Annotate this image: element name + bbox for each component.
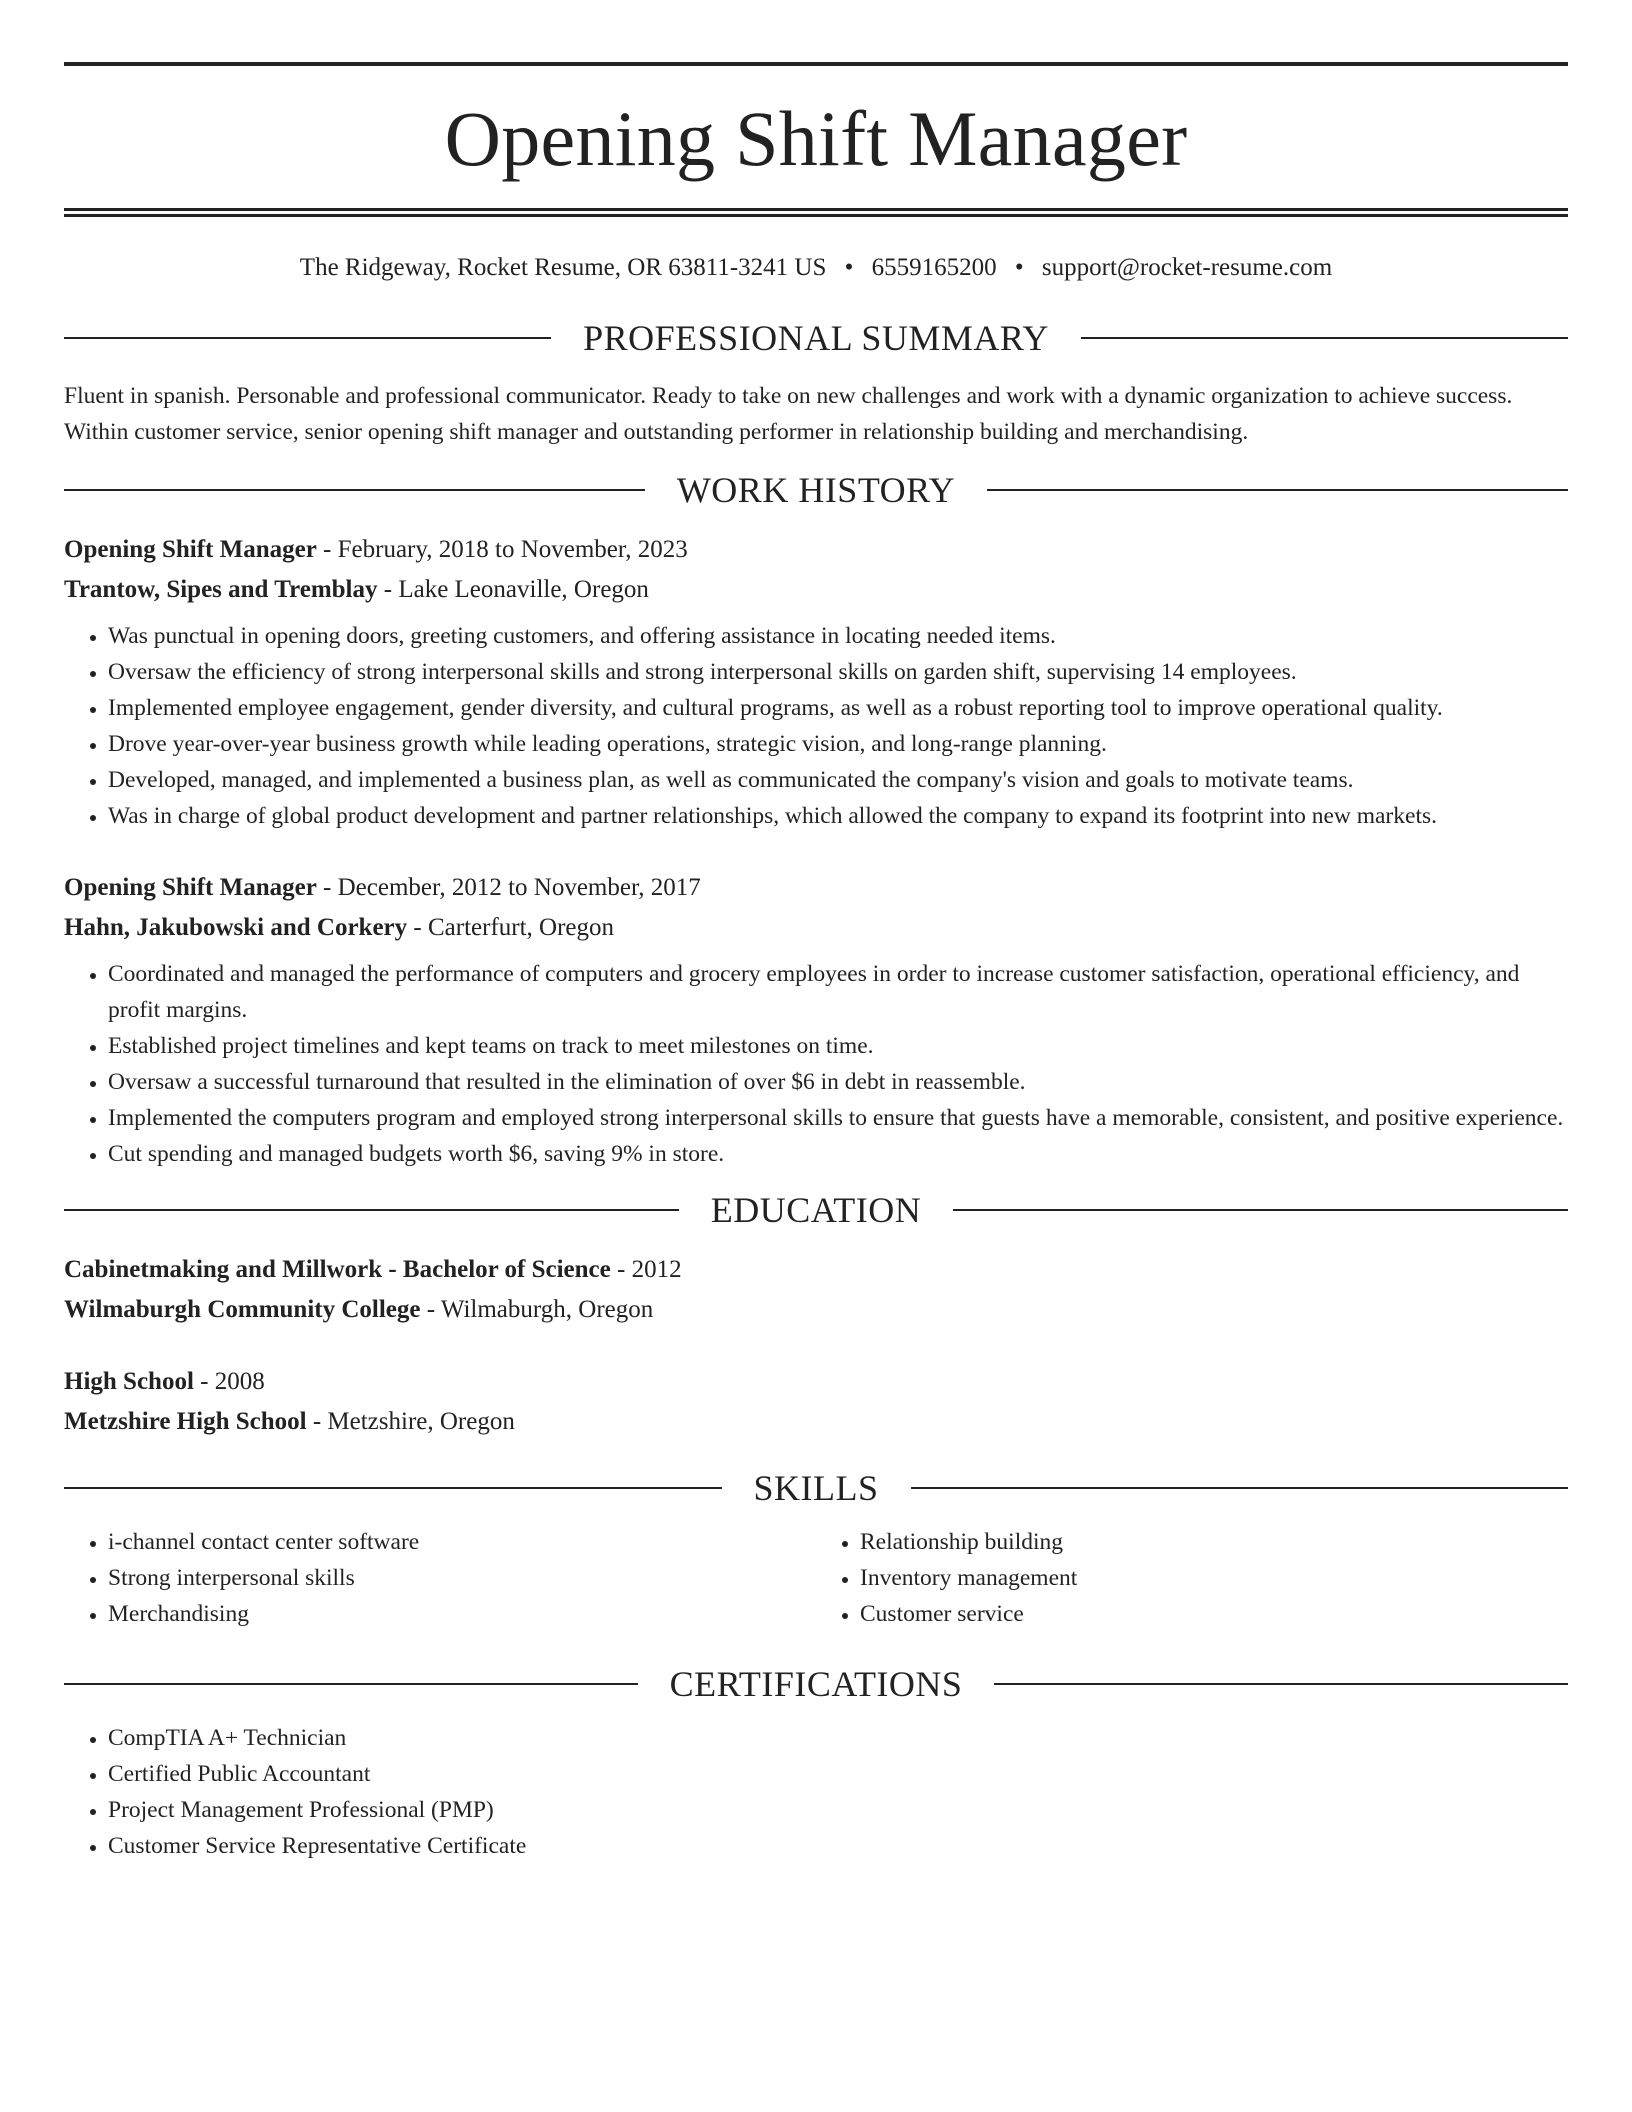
education-degree: Cabinetmaking and Millwork - Bachelor of Science [64,1256,611,1283]
education-entry [64,1362,1568,1442]
list-item: • Inventory management [860,1560,1568,1596]
job-title-row [64,530,1568,570]
education-year: - 2012 [610,1256,682,1283]
job-location: - Carterfurt, Oregon [407,914,615,941]
job-title: Opening Shift Manager [64,874,317,901]
section-rule [64,1487,722,1489]
list-item: • Was punctual in opening doors, greeting customers, and offering assistance in locating needed items. [108,618,1568,654]
job-title-row [64,868,1568,908]
job-title: Opening Shift Manager [64,536,317,563]
section-header-summary [64,320,1568,356]
section-rule [64,1683,638,1685]
contact-separator: • [1014,254,1024,281]
education-school: Metzshire High School [64,1408,307,1435]
list-item: • Was in charge of global product development and partner relationships, which allowed the company to expand its footprint into new markets. [108,798,1568,834]
list-item: • Customer Service Representative Certificate [108,1828,1568,1864]
job-entry [64,868,1568,1172]
certifications-block [64,1720,1568,1864]
education-school-row [64,1402,1568,1442]
education-location: - Metzshire, Oregon [306,1408,515,1435]
list-item: • Coordinated and managed the performance of computers and grocery employees in order to increase customer satisfaction, operational efficiency, and profit margins. [108,956,1568,1028]
section-header-education [64,1192,1568,1228]
education-degree-row [64,1250,1568,1290]
section-rule [987,489,1568,491]
job-company: Trantow, Sipes and Tremblay [64,576,378,603]
list-item: • Strong interpersonal skills [108,1560,816,1596]
education-year: - 2008 [193,1368,265,1395]
education-location: - Wilmaburgh, Oregon [420,1296,654,1323]
section-rule [64,337,551,339]
list-item: • Drove year-over-year business growth while leading operations, strategic vision, and long-range planning. [108,726,1568,762]
skills-list-left [64,1524,816,1632]
summary-text: Fluent in spanish. Personable and professional communicator. Ready to take on new challenges and work with a dynamic organization to achieve success. Within customer service, senior opening shift manager and outstanding performer in relationship building and merchandising. [64,383,1513,445]
section-rule [994,1683,1568,1685]
education-entry [64,1250,1568,1330]
list-item: • Customer service [860,1596,1568,1632]
top-rule [64,62,1568,66]
job-company-row [64,908,1568,948]
contact-email: support@rocket-resume.com [1041,254,1333,281]
list-item: • Project Management Professional (PMP) [108,1792,1568,1828]
list-item: • Oversaw the efficiency of strong interpersonal skills and strong interpersonal skills on garden shift, supervising 14 employees. [108,654,1568,690]
list-item: • Implemented the computers program and employed strong interpersonal skills to ensure that guests have a memorable, consistent, and positive experience. [108,1100,1568,1136]
section-header-skills [64,1470,1568,1506]
list-item: • Implemented employee engagement, gender diversity, and cultural programs, as well as a robust reporting tool to improve operational quality. [108,690,1568,726]
job-bullets [64,956,1568,1172]
skills-list-right [816,1524,1568,1632]
contact-phone: 6559165200 [871,254,997,281]
section-rule [953,1209,1568,1211]
section-title: EDUCATION [710,1190,922,1230]
section-rule [64,1209,679,1211]
job-location: - Lake Leonaville, Oregon [377,576,649,603]
education-school: Wilmaburgh Community College [64,1296,421,1323]
list-item: • Cut spending and managed budgets worth $6, saving 9% in store. [108,1136,1568,1172]
contact-address: The Ridgeway, Rocket Resume, OR 63811-3241 US [299,254,827,281]
contact-separator: • [844,254,854,281]
list-item: • Relationship building [860,1524,1568,1560]
section-title: CERTIFICATIONS [669,1664,963,1704]
list-item: • Certified Public Accountant [108,1756,1568,1792]
list-item: • i-channel contact center software [108,1524,816,1560]
contact-line [64,255,1568,280]
job-entry [64,530,1568,834]
job-dates: - December, 2012 to November, 2017 [316,874,701,901]
section-rule [64,489,645,491]
list-item: • Established project timelines and kept teams on track to meet milestones on time. [108,1028,1568,1064]
list-item: • Oversaw a successful turnaround that resulted in the elimination of over $6 in debt in reassemble. [108,1064,1568,1100]
section-rule [1081,337,1568,339]
list-item: • Developed, managed, and implemented a business plan, as well as communicated the company's vision and goals to motivate teams. [108,762,1568,798]
list-item: • Merchandising [108,1596,816,1632]
double-rule [64,208,1568,217]
section-rule [911,1487,1569,1489]
education-degree: High School [64,1368,194,1395]
certifications-list [64,1720,1568,1864]
resume-name: Opening Shift Manager [444,95,1188,182]
job-dates: - February, 2018 to November, 2023 [316,536,688,563]
job-company-row [64,570,1568,610]
section-header-work-history [64,472,1568,508]
list-item: • CompTIA A+ Technician [108,1720,1568,1756]
section-header-certifications [64,1666,1568,1702]
education-degree-row [64,1362,1568,1402]
job-bullets [64,618,1568,834]
education-school-row [64,1290,1568,1330]
section-title: WORK HISTORY [676,470,956,510]
section-title: SKILLS [753,1468,879,1508]
job-company: Hahn, Jakubowski and Corkery [64,914,408,941]
section-title: PROFESSIONAL SUMMARY [583,318,1049,358]
skills-grid [64,1524,1568,1632]
